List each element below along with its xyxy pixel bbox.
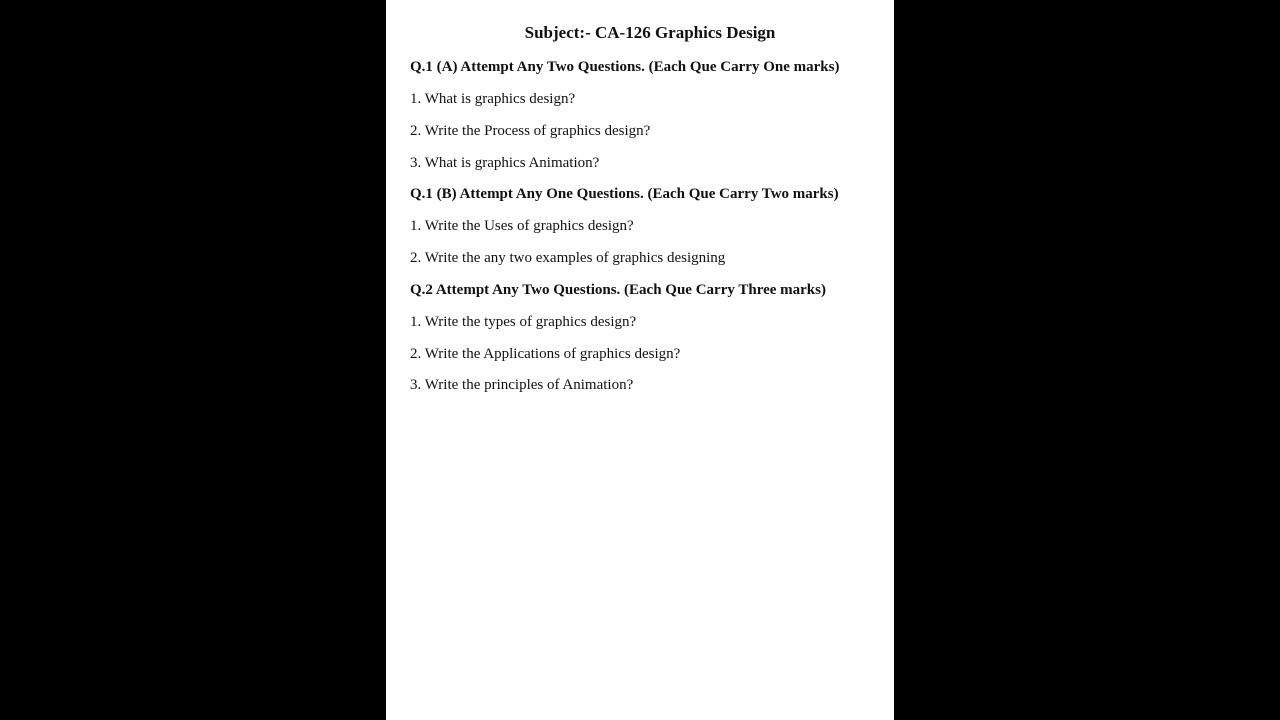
question-item: 2. Write the any two examples of graphics designing <box>410 250 726 266</box>
section-heading-q1b: Q.1 (B) Attempt Any One Questions. (Each Que Carry Two marks) <box>410 186 839 202</box>
document-title: Subject:- CA-126 Graphics Design <box>524 23 776 42</box>
question-item: 2. Write the Applications of graphics design? <box>410 346 681 362</box>
question-item: 1. Write the Uses of graphics design? <box>410 218 634 234</box>
question-item: 2. Write the Process of graphics design? <box>410 123 651 139</box>
question-item: 3. What is graphics Animation? <box>410 155 600 171</box>
question-item: 1. What is graphics design? <box>410 91 576 107</box>
section-heading-q2: Q.2 Attempt Any Two Questions. (Each Que Carry Three marks) <box>410 282 826 298</box>
question-item: 1. Write the types of graphics design? <box>410 314 637 330</box>
document-page <box>386 0 894 720</box>
section-heading-q1a: Q.1 (A) Attempt Any Two Questions. (Each Que Carry One marks) <box>410 59 840 75</box>
question-item: 3. Write the principles of Animation? <box>410 377 634 393</box>
